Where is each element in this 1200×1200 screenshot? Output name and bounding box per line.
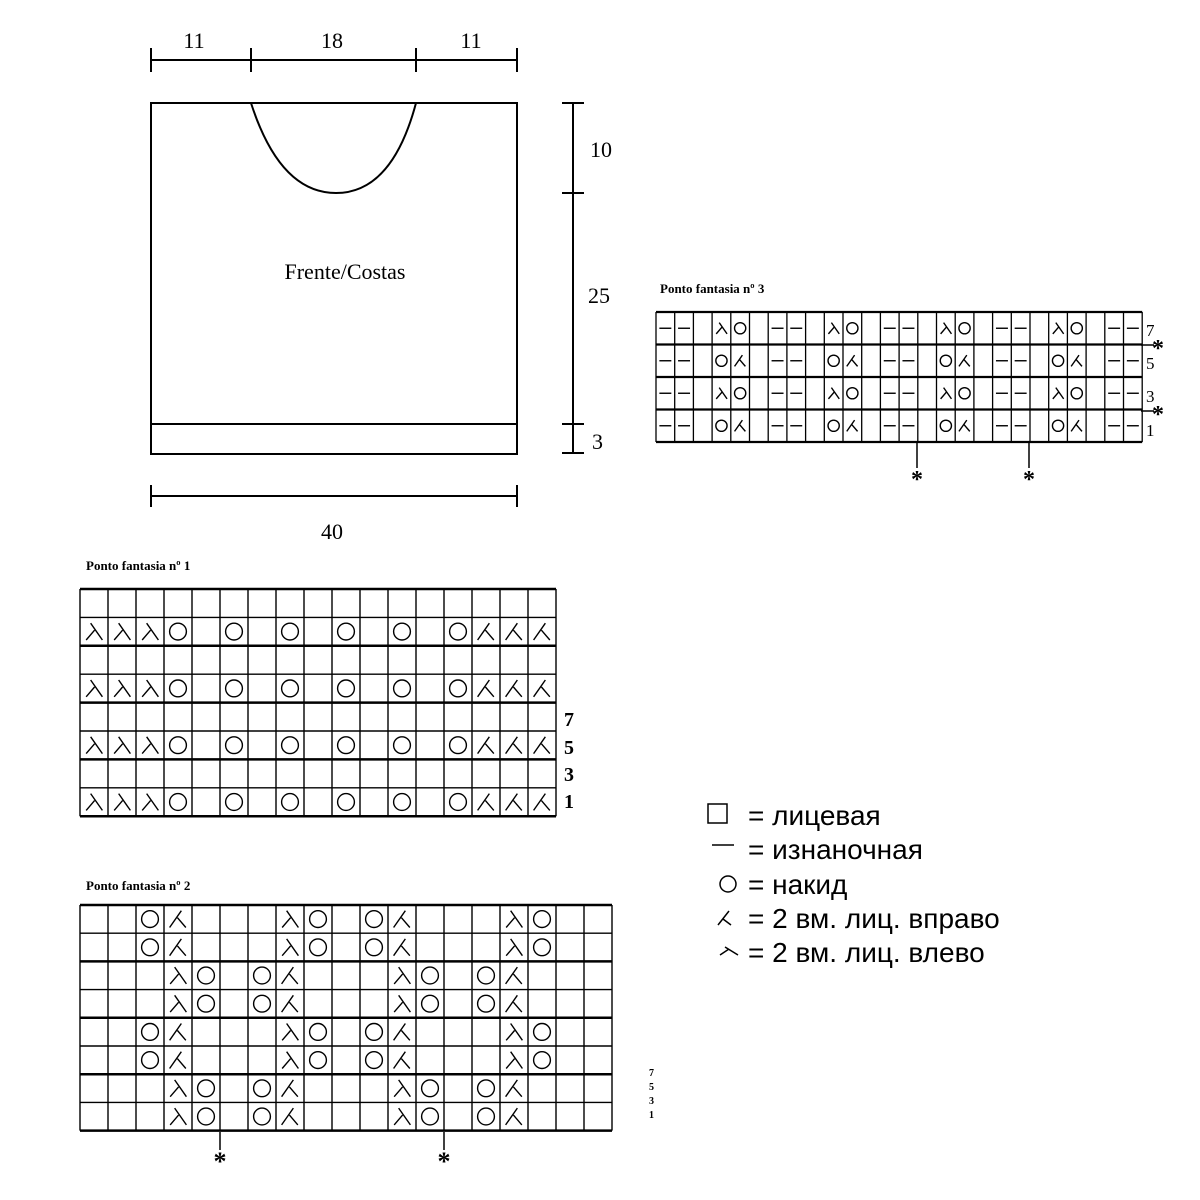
k2tog-left-icon [716, 388, 727, 399]
k2tog-right-icon [170, 1024, 186, 1041]
k2tog-left-icon [170, 967, 186, 984]
k2tog-left-icon [506, 911, 522, 928]
yarn-over-circle-icon [254, 995, 271, 1012]
stitch-chart-3 [656, 312, 1142, 442]
k2tog-left-icon [1053, 388, 1064, 399]
k2tog-left-icon [142, 680, 158, 697]
legend-text: = изнаночная [748, 834, 923, 865]
chart-title-p3: Ponto fantasia nº 3 [660, 281, 765, 296]
yarn-over-circle-icon [478, 967, 495, 984]
p3-row-number: 1 [1146, 421, 1155, 440]
yarn-over-circle-icon [142, 939, 159, 956]
yarn-over-circle-icon [226, 794, 243, 811]
k2tog-left-icon [170, 1108, 186, 1125]
k2tog-right-icon [1071, 420, 1082, 431]
yarn-over-circle-icon [254, 1108, 271, 1125]
k2tog-right-icon [394, 1024, 410, 1041]
k2tog-left-icon [142, 623, 158, 640]
yarn-over-circle-icon [170, 623, 187, 640]
yarn-over-circle-icon [310, 1024, 327, 1041]
yarn-over-circle-icon [394, 680, 411, 697]
k2tog-right-icon [170, 1052, 186, 1069]
k2tog-left-icon [1053, 323, 1064, 334]
yarn-over-circle-icon [310, 1052, 327, 1069]
top-dim-left: 11 [183, 28, 205, 53]
k2tog-left-icon [282, 1052, 298, 1069]
yarn-over-circle-icon [720, 876, 736, 892]
legend-item-purl [712, 834, 923, 865]
yarn-over-circle-icon [1071, 388, 1082, 399]
k2tog-right-icon [282, 1080, 298, 1097]
k2tog-right-icon [534, 794, 550, 811]
yarn-over-circle-icon [450, 794, 467, 811]
legend-text: = накид [748, 869, 848, 900]
p3-asterisk: * [1152, 402, 1164, 428]
right-dim-body: 25 [588, 283, 610, 308]
yarn-over-circle-icon [422, 1080, 439, 1097]
p1-row-number: 1 [564, 791, 574, 813]
legend-item-knit [708, 800, 881, 831]
k2tog-right-icon [282, 1108, 298, 1125]
k2tog-right-icon [735, 355, 746, 366]
stitch-chart-2 [80, 905, 612, 1131]
p1-row-number: 5 [564, 737, 574, 759]
k2tog-right-icon [478, 737, 494, 754]
yarn-over-circle-icon [478, 1108, 495, 1125]
k2tog-right-icon [506, 623, 522, 640]
k2tog-right-icon [718, 911, 731, 925]
k2tog-right-icon [506, 1108, 522, 1125]
k2tog-left-icon [282, 1024, 298, 1041]
yarn-over-circle-icon [422, 995, 439, 1012]
k2tog-left-icon [142, 737, 158, 754]
k2tog-left-icon [506, 939, 522, 956]
yarn-over-circle-icon [422, 967, 439, 984]
yarn-over-circle-icon [198, 995, 215, 1012]
yarn-over-circle-icon [310, 939, 327, 956]
k2tog-right-icon [534, 623, 550, 640]
k2tog-left-icon [170, 1080, 186, 1097]
p3-row-number: 3 [1146, 387, 1155, 406]
yarn-over-circle-icon [478, 1080, 495, 1097]
p3-row-number: 5 [1146, 354, 1155, 373]
k2tog-left-icon [282, 939, 298, 956]
yarn-over-circle-icon [310, 911, 327, 928]
yarn-over-circle-icon [394, 623, 411, 640]
k2tog-right-icon [506, 967, 522, 984]
k2tog-right-icon [1071, 355, 1082, 366]
k2tog-left-icon [720, 947, 738, 955]
k2tog-right-icon [534, 680, 550, 697]
k2tog-right-icon [478, 680, 494, 697]
p1-row-number: 3 [564, 764, 574, 786]
legend-text: = лицевая [748, 800, 881, 831]
yarn-over-circle-icon [847, 388, 858, 399]
k2tog-left-icon [86, 680, 102, 697]
k2tog-left-icon [941, 323, 952, 334]
p1-row-number: 7 [564, 709, 574, 731]
p2-asterisk: * [213, 1147, 227, 1176]
yarn-over-circle-icon [282, 737, 299, 754]
k2tog-right-icon [394, 939, 410, 956]
p3-asterisk: * [1023, 467, 1035, 493]
k2tog-right-icon [478, 623, 494, 640]
k2tog-left-icon [394, 995, 410, 1012]
k2tog-right-icon [847, 420, 858, 431]
k2tog-left-icon [114, 680, 130, 697]
k2tog-left-icon [170, 995, 186, 1012]
yarn-over-circle-icon [170, 737, 187, 754]
k2tog-right-icon [506, 1080, 522, 1097]
yarn-over-circle-icon [828, 420, 839, 431]
p2-row-number: 5 [649, 1082, 654, 1093]
k2tog-right-icon [506, 680, 522, 697]
legend-item-k2tog-left [720, 937, 985, 968]
chart-title-p2: Ponto fantasia nº 2 [86, 878, 191, 893]
yarn-over-circle-icon [226, 737, 243, 754]
p2-row-number: 3 [649, 1096, 654, 1107]
yarn-over-circle-icon [170, 794, 187, 811]
k2tog-left-icon [142, 794, 158, 811]
knit-square-icon [708, 804, 727, 823]
yarn-over-circle-icon [394, 794, 411, 811]
k2tog-right-icon [282, 995, 298, 1012]
k2tog-left-icon [114, 794, 130, 811]
k2tog-left-icon [506, 1052, 522, 1069]
yarn-over-circle-icon [847, 323, 858, 334]
symbol-legend [708, 800, 1000, 968]
yarn-over-circle-icon [394, 737, 411, 754]
yarn-over-circle-icon [534, 1052, 551, 1069]
yarn-over-circle-icon [450, 680, 467, 697]
k2tog-left-icon [828, 323, 839, 334]
k2tog-left-icon [114, 737, 130, 754]
yarn-over-circle-icon [422, 1108, 439, 1125]
bottom-dim-width: 40 [321, 519, 343, 544]
k2tog-left-icon [716, 323, 727, 334]
k2tog-left-icon [86, 794, 102, 811]
p2-row-number: 7 [649, 1068, 654, 1079]
yarn-over-circle-icon [534, 939, 551, 956]
k2tog-left-icon [394, 967, 410, 984]
yarn-over-circle-icon [338, 680, 355, 697]
legend-text: = 2 вм. лиц. вправо [748, 903, 1000, 934]
yarn-over-circle-icon [716, 355, 727, 366]
p3-asterisk: * [1152, 336, 1164, 362]
schematic-label: Frente/Costas [284, 259, 406, 284]
k2tog-left-icon [394, 1080, 410, 1097]
yarn-over-circle-icon [735, 323, 746, 334]
yarn-over-circle-icon [1052, 420, 1063, 431]
k2tog-right-icon [534, 737, 550, 754]
k2tog-left-icon [394, 1108, 410, 1125]
yarn-over-circle-icon [1071, 323, 1082, 334]
yarn-over-circle-icon [198, 1108, 215, 1125]
k2tog-right-icon [959, 420, 970, 431]
yarn-over-circle-icon [142, 1052, 159, 1069]
k2tog-right-icon [959, 355, 970, 366]
yarn-over-circle-icon [366, 911, 383, 928]
k2tog-right-icon [506, 995, 522, 1012]
p3-row-number: 7 [1146, 321, 1155, 340]
yarn-over-circle-icon [534, 1024, 551, 1041]
yarn-over-circle-icon [254, 1080, 271, 1097]
k2tog-right-icon [506, 794, 522, 811]
k2tog-left-icon [282, 911, 298, 928]
right-dim-rib: 3 [592, 429, 603, 454]
legend-item-yo [720, 869, 847, 900]
yarn-over-circle-icon [282, 680, 299, 697]
yarn-over-circle-icon [282, 794, 299, 811]
k2tog-left-icon [86, 623, 102, 640]
yarn-over-circle-icon [366, 1052, 383, 1069]
yarn-over-circle-icon [828, 355, 839, 366]
p3-asterisk: * [911, 467, 923, 493]
k2tog-right-icon [394, 1052, 410, 1069]
top-dim-center: 18 [321, 28, 343, 53]
yarn-over-circle-icon [254, 967, 271, 984]
yarn-over-circle-icon [450, 623, 467, 640]
yarn-over-circle-icon [716, 420, 727, 431]
k2tog-right-icon [282, 967, 298, 984]
k2tog-right-icon [170, 911, 186, 928]
yarn-over-circle-icon [959, 388, 970, 399]
yarn-over-circle-icon [366, 1024, 383, 1041]
neckline-curve [251, 103, 416, 193]
k2tog-right-icon [506, 737, 522, 754]
k2tog-left-icon [828, 388, 839, 399]
k2tog-left-icon [506, 1024, 522, 1041]
k2tog-right-icon [394, 911, 410, 928]
yarn-over-circle-icon [534, 911, 551, 928]
yarn-over-circle-icon [142, 1024, 159, 1041]
yarn-over-circle-icon [366, 939, 383, 956]
k2tog-left-icon [941, 388, 952, 399]
legend-text: = 2 вм. лиц. влево [748, 937, 985, 968]
yarn-over-circle-icon [226, 680, 243, 697]
right-dim-neck: 10 [590, 137, 612, 162]
yarn-over-circle-icon [338, 794, 355, 811]
yarn-over-circle-icon [338, 623, 355, 640]
chart-title-p1: Ponto fantasia nº 1 [86, 558, 191, 573]
stitch-chart-1 [80, 589, 556, 816]
yarn-over-circle-icon [735, 388, 746, 399]
yarn-over-circle-icon [940, 420, 951, 431]
legend-item-k2tog-right [718, 903, 1000, 934]
k2tog-left-icon [86, 737, 102, 754]
yarn-over-circle-icon [198, 967, 215, 984]
yarn-over-circle-icon [282, 623, 299, 640]
yarn-over-circle-icon [1052, 355, 1063, 366]
k2tog-right-icon [478, 794, 494, 811]
yarn-over-circle-icon [170, 680, 187, 697]
yarn-over-circle-icon [198, 1080, 215, 1097]
k2tog-right-icon [735, 420, 746, 431]
yarn-over-circle-icon [338, 737, 355, 754]
yarn-over-circle-icon [450, 737, 467, 754]
top-dim-right: 11 [460, 28, 482, 53]
yarn-over-circle-icon [959, 323, 970, 334]
p2-row-number: 1 [649, 1110, 654, 1121]
yarn-over-circle-icon [226, 623, 243, 640]
k2tog-right-icon [847, 355, 858, 366]
yarn-over-circle-icon [940, 355, 951, 366]
yarn-over-circle-icon [478, 995, 495, 1012]
yarn-over-circle-icon [142, 911, 159, 928]
k2tog-right-icon [170, 939, 186, 956]
k2tog-left-icon [114, 623, 130, 640]
p2-asterisk: * [437, 1147, 451, 1176]
